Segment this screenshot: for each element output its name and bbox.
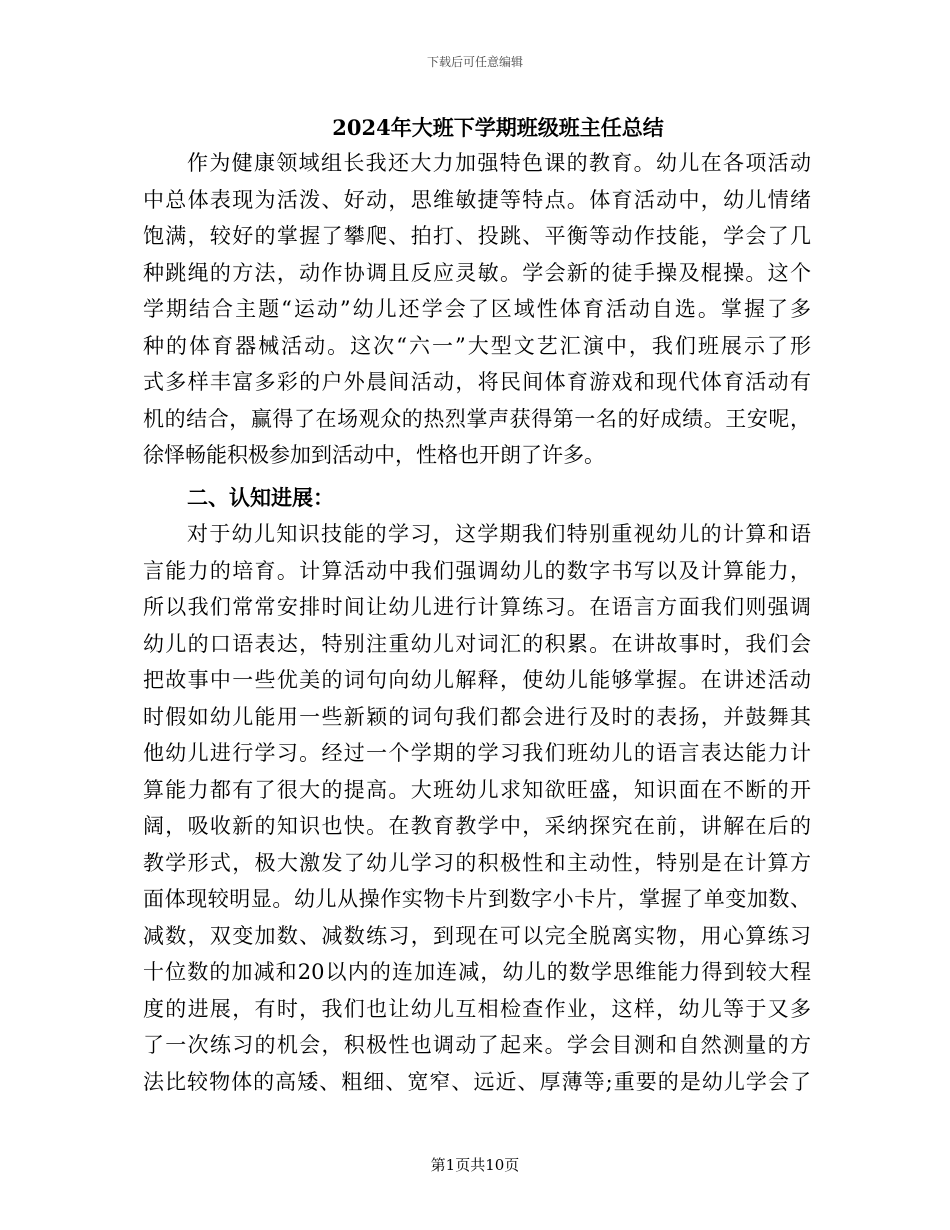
- paragraph-line: 度的进展，有时，我们也让幼儿互相检查作业，这样，幼儿等于又多: [143, 996, 811, 1021]
- paragraph-line: 教学形式，极大激发了幼儿学习的积极性和主动性，特别是在计算方: [143, 850, 811, 875]
- paragraph-line: 把故事中一些优美的词句向幼儿解释，使幼儿能够掌握。在讲述活动: [143, 668, 811, 692]
- paragraph-line: 种的体育器械活动。这次“六一”大型文艺汇演中，我们班展示了形: [143, 333, 811, 358]
- paragraph-line: 中总体表现为活泼、好动，思维敏捷等特点。体育活动中，幼儿情绪: [143, 187, 811, 212]
- paragraph-line: 幼儿的口语表达，特别注重幼儿对词汇的积累。在讲故事时，我们会: [143, 631, 811, 656]
- paragraph-line: 式多样丰富多彩的户外晨间活动，将民间体育游戏和现代体育活动有: [143, 370, 811, 394]
- paragraph-line: 对于幼儿知识技能的学习，这学期我们特别重视幼儿的计算和语: [187, 522, 811, 546]
- paragraph-line: 作为健康领域组长我还大力加强特色课的教育。幼儿在各项活动: [187, 151, 811, 175]
- paragraph-line: 言能力的培育。计算活动中我们强调幼儿的数字书写以及计算能力，: [143, 558, 811, 583]
- paragraph-line: 十位数的加减和20以内的连加连减，幼儿的数学思维能力得到较大程: [143, 960, 811, 984]
- page-footer: 第1页共10页: [430, 1156, 520, 1174]
- paragraph-line: 阔，吸收新的知识也快。在教育教学中，采纳探究在前，讲解在后的: [143, 814, 811, 838]
- paragraph-line: 减数，双变加数、减数练习，到现在可以完全脱离实物，用心算练习: [143, 923, 811, 948]
- paragraph-line: 种跳绳的方法，动作协调且反应灵敏。学会新的徒手操及棍操。这个: [143, 260, 811, 285]
- paragraph-line: 算能力都有了很大的提高。大班幼儿求知欲旺盛，知识面在不断的开: [143, 777, 811, 802]
- paragraph-line: 学期结合主题“运动”幼儿还学会了区域性体育活动自选。掌握了多: [143, 297, 811, 321]
- header-note: 下载后可任意编辑: [426, 55, 523, 69]
- paragraph-line: 面体现较明显。幼儿从操作实物卡片到数字小卡片，掌握了单变加数、: [143, 887, 811, 911]
- paragraph: [143, 145, 811, 474]
- paragraph-line: 所以我们常常安排时间让幼儿进行计算练习。在语言方面我们则强调: [143, 595, 811, 619]
- paragraph-line: 时假如幼儿能用一些新颖的词句我们都会进行及时的表扬，并鼓舞其: [143, 704, 811, 729]
- document-body: [143, 145, 811, 1100]
- paragraph-line: 他幼儿进行学习。经过一个学期的学习我们班幼儿的语言表达能力计: [143, 741, 811, 765]
- paragraph: [143, 516, 811, 1100]
- paragraph-line: 了一次练习的机会，积极性也调动了起来。学会目测和自然测量的方: [143, 1033, 811, 1057]
- paragraph-line: 法比较物体的高矮、粗细、宽窄、远近、厚薄等;重要的是幼儿学会了: [143, 1069, 811, 1094]
- paragraph-line: 机的结合，赢得了在场观众的热烈掌声获得第一名的好成绩。王安呢，: [143, 406, 811, 431]
- section-heading: 二、认知进展：: [187, 484, 334, 510]
- paragraph-line: 饱满，较好的掌握了攀爬、拍打、投跳、平衡等动作技能，学会了几: [143, 224, 811, 248]
- paragraph-line: 徐怿畅能积极参加到活动中，性格也开朗了许多。: [143, 443, 605, 467]
- document-title: 2024年大班下学期班级班主任总结: [332, 115, 664, 140]
